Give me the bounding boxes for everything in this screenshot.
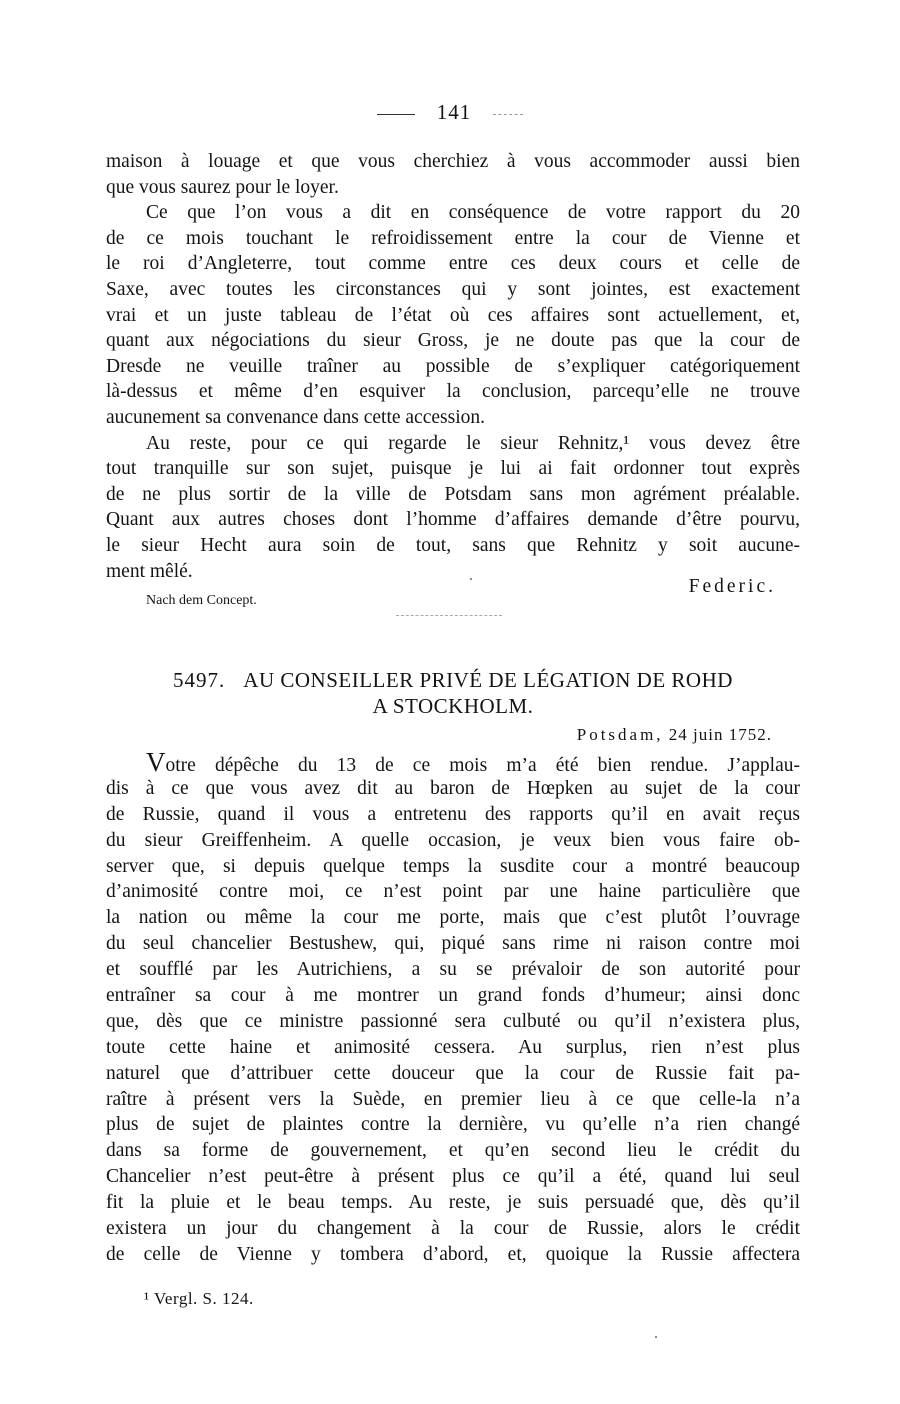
print-speck xyxy=(470,578,472,580)
text-line: naturel que d’attribuer cette douceur que la cour de Russie fait pa- xyxy=(106,1062,800,1084)
text-line: le roi d’Angleterre, tout comme entre ces deux cours et celle de xyxy=(106,253,800,275)
text-line: là-dessus et même d’en esquiver la conclusion, parcequ’elle ne trouve xyxy=(106,381,800,403)
letter-heading-line-2: A STOCKHOLM. xyxy=(372,694,534,718)
text-line: vrai et un juste tableau de l’état où ces affaires sont actuellement, et, xyxy=(106,304,800,326)
footnote: ¹ Vergl. S. 124. xyxy=(144,1289,254,1308)
letter-body xyxy=(106,750,800,1268)
header-rule-right xyxy=(493,114,523,115)
text-line: entraîner sa cour à me montrer un grand fonds d’humeur; ainsi donc xyxy=(106,985,800,1007)
page-number: 141 xyxy=(436,100,472,124)
text-line: du sieur Greiffenheim. A quelle occasion, je veux bien vous faire ob- xyxy=(106,829,800,851)
text-line: et soufflé par les Autrichiens, a su se prévaloir de son autorité pour xyxy=(106,959,800,981)
text-line: quant aux négociations du sieur Gross, je ne doute pas que la cour de xyxy=(106,330,800,352)
text-line: dis à ce que vous avez dit au baron de Hœpken au sujet de la cour xyxy=(106,777,800,799)
signature: Federic. xyxy=(688,576,776,597)
text-line: de ce mois touchant le refroidissement entre la cour de Vienne et xyxy=(106,227,800,249)
section-divider xyxy=(396,615,502,616)
print-speck xyxy=(655,1336,657,1338)
text-line: Quant aux autres choses dont l’homme d’affaires demande d’être pourvu, xyxy=(106,509,800,531)
letter-recipient: AU CONSEILLER PRIVÉ DE LÉGATION DE ROHD xyxy=(243,668,733,692)
date-place: Potsdam, xyxy=(576,725,664,744)
text-line xyxy=(106,750,800,776)
text-line: Saxe, avec toutes les circonstances qui y sont jointes, est exactement xyxy=(106,278,800,300)
header-rule-left xyxy=(377,114,415,115)
text-line: plus de sujet de plaintes contre la dernière, vu qu’elle n’a rien changé xyxy=(106,1114,800,1136)
text-line: maison à louage et que vous cherchiez à vous accommoder aussi bien xyxy=(106,151,800,172)
previous-letter-body xyxy=(106,149,800,584)
letter-heading xyxy=(106,667,800,719)
text-line: d’animosité contre moi, ce n’est point par une haine particulière que xyxy=(106,881,800,903)
text-line: Ce que l’on vous a dit en conséquence de votre rapport du 20 xyxy=(146,202,800,224)
text-line: que, dès que ce ministre passionné sera culbuté ou qu’il n’existera plus, xyxy=(106,1010,800,1032)
text-line: aucunement sa convenance dans cette accession. xyxy=(106,406,485,428)
text-line: fit la pluie et le beau temps. Au reste, je suis persuadé que, dès qu’il xyxy=(106,1192,800,1214)
text-line: dans sa forme de gouvernement, et qu’en second lieu le crédit du xyxy=(106,1140,800,1162)
text-line: tout tranquille sur son sujet, puisque je lui ai fait ordonner tout exprès xyxy=(106,458,800,480)
drop-initial: V xyxy=(146,750,166,776)
text-line: du seul chancelier Bestushew, qui, piqué sans rime ni raison contre moi xyxy=(106,933,800,955)
source-note: Nach dem Concept. xyxy=(146,593,257,608)
text-line: toute cette haine et animosité cessera. Au surplus, rien n’est plus xyxy=(106,1036,800,1058)
date-value: 24 juin 1752. xyxy=(668,725,772,744)
page-header xyxy=(0,100,900,125)
letter-heading-line-1 xyxy=(106,667,800,693)
text-line: Au reste, pour ce qui regarde le sieur Rehnitz,¹ vous devez être xyxy=(146,432,800,454)
text-line: la nation ou même la cour me porte, mais que c’est plutôt l’ouvrage xyxy=(106,907,800,929)
text-line: que vous saurez pour le loyer. xyxy=(106,176,339,198)
text-line: de Russie, quand il vous a entretenu des rapports qu’il en avait reçus xyxy=(106,803,800,825)
text-line: de celle de Vienne y tombera d’abord, et, quoique la Russie affectera xyxy=(106,1243,800,1265)
text-line-rest: otre dépêche du 13 de ce mois m’a été bien rendue. J’applau- xyxy=(165,755,800,776)
text-line: raître à présent vers la Suède, en premier lieu à ce que celle-la n’a xyxy=(106,1088,800,1110)
letter-number: 5497. xyxy=(173,668,226,692)
text-line: Chancelier n’est peut-être à présent plus ce qu’il a été, quand lui seul xyxy=(106,1166,800,1188)
text-line: Dresde ne veuille traîner au possible de s’expliquer catégoriquement xyxy=(106,355,800,377)
text-line: server que, si depuis quelque temps la susdite cour a montré beaucoup xyxy=(106,855,800,877)
text-line: de ne plus sortir de la ville de Potsdam sans mon agrément préalable. xyxy=(106,483,800,505)
text-line: le sieur Hecht aura soin de tout, sans que Rehnitz y soit aucune- xyxy=(106,534,800,556)
text-line: existera un jour du changement à la cour de Russie, alors le crédit xyxy=(106,1218,800,1240)
text-line: ment mêlé. xyxy=(106,560,193,582)
letter-dateline xyxy=(577,725,772,745)
